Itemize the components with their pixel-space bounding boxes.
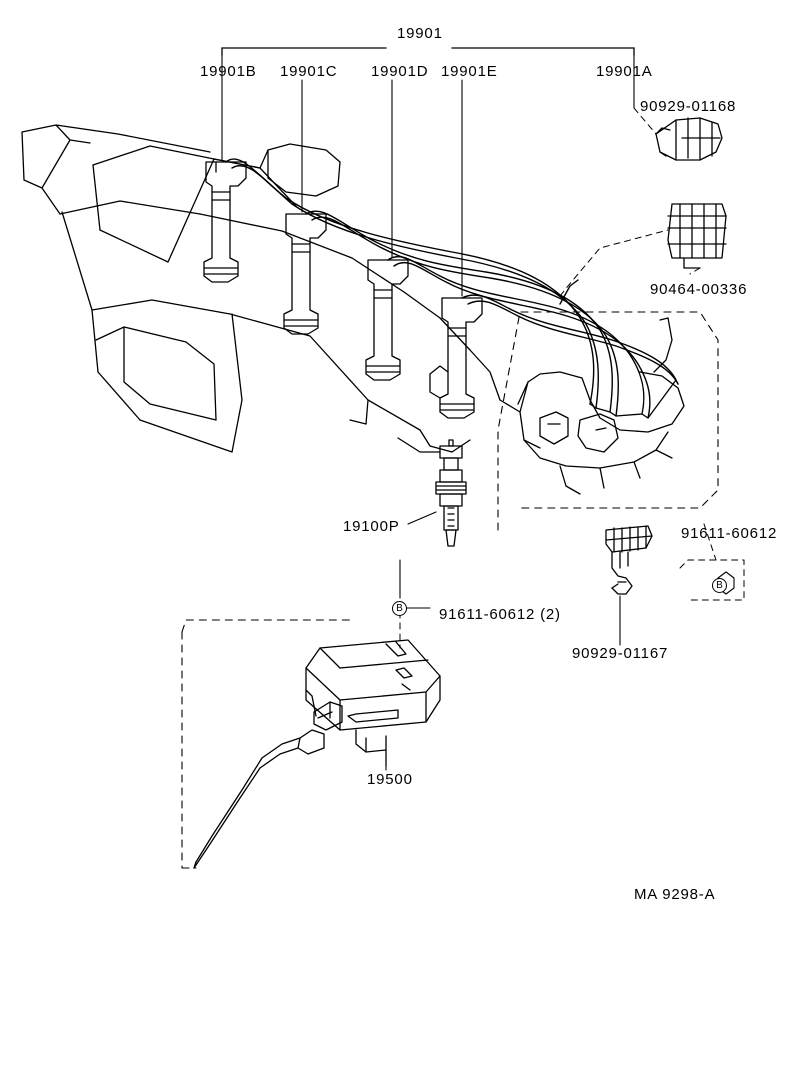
callout-19500: 19500 xyxy=(367,771,413,788)
igniter-assembly xyxy=(194,640,440,868)
plug-boot-3 xyxy=(366,260,408,380)
callout-19901C: 19901C xyxy=(280,63,338,80)
engine-cover-outline xyxy=(22,125,520,452)
igniter-dashed-box xyxy=(182,620,352,868)
bolt-marker-left: B xyxy=(392,601,407,616)
high-tension-cords xyxy=(226,159,678,418)
callout-19901E: 19901E xyxy=(441,63,498,80)
callout-90464-00336: 90464-00336 xyxy=(650,281,748,298)
callout-90929-01168: 90929-01168 xyxy=(640,98,737,115)
callout-19100P: 19100P xyxy=(343,518,400,535)
callout-19901D: 19901D xyxy=(371,63,429,80)
clamp-90929-01167 xyxy=(606,526,652,645)
plug-boot-2 xyxy=(284,214,326,334)
callout-91611-60612-2: 91611-60612 (2) xyxy=(439,606,561,623)
group-bracket-19901 xyxy=(222,48,634,56)
clamp-90929-01168 xyxy=(634,108,722,160)
distributor-dashed-box xyxy=(498,312,718,530)
callout-91611-60612: 91611-60612 xyxy=(681,525,778,542)
bolt-marker-right: B xyxy=(712,578,727,593)
callout-19901B: 19901B xyxy=(200,63,257,80)
distributor-assembly xyxy=(518,318,684,494)
callout-90929-01167: 90929-01167 xyxy=(572,645,669,662)
sheet-code: MA 9298-A xyxy=(634,886,716,903)
callout-19901A: 19901A xyxy=(596,63,653,80)
leader-lines xyxy=(222,56,634,296)
spark-plug xyxy=(408,440,466,546)
group-label-19901: 19901 xyxy=(397,25,443,42)
